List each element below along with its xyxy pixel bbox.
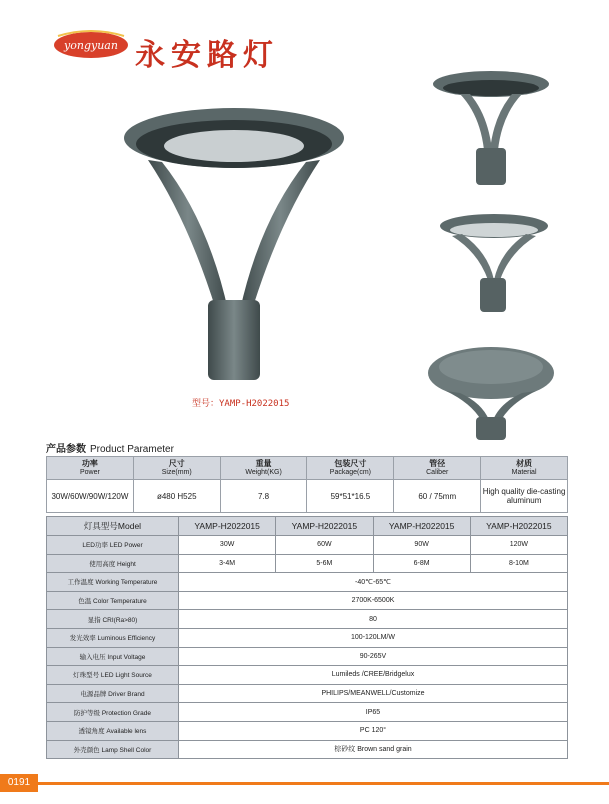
- spec-value: PHILIPS/MEANWELL/Customize: [179, 684, 568, 703]
- product-model-caption: 型号：YAMP-H2022015: [192, 399, 290, 409]
- header-material: 材质 Material: [481, 457, 568, 480]
- brand-title: 永安路灯: [135, 38, 279, 73]
- spec-row-working-temperature: [47, 573, 568, 592]
- spec-label: 输入电压 Input Voltage: [47, 647, 179, 666]
- spec-label: 发光效率 Luminous Efficiency: [47, 628, 179, 647]
- footer-divider: [38, 782, 609, 785]
- spec-row-driver-brand: [47, 684, 568, 703]
- logo-text: yongyuan: [64, 39, 118, 52]
- specification-table: [46, 516, 568, 759]
- section-title-en: Product Parameter: [90, 444, 174, 455]
- spec-row-protection-grade: [47, 703, 568, 722]
- value-size: ø480 H525: [133, 480, 220, 513]
- height-cell: 5-6M: [276, 554, 373, 573]
- page-footer-bar: [0, 774, 609, 792]
- value-caliber: 60 / 75mm: [394, 480, 481, 513]
- product-parameter-table: [46, 456, 568, 513]
- table-header-row: [47, 457, 568, 480]
- header-size: 尺寸 Size(mm): [133, 457, 220, 480]
- header-weight: 重量 Weight(KG): [220, 457, 307, 480]
- model-cell: YAMP-H2022015: [276, 517, 373, 536]
- model-label: 灯具型号Model: [47, 517, 179, 536]
- spec-label: 外壳颜色 Lamp Shell Color: [47, 740, 179, 759]
- value-weight: 7.8: [220, 480, 307, 513]
- height-cell: 8-10M: [470, 554, 567, 573]
- height-cell: 6-8M: [373, 554, 470, 573]
- spec-row-cri: [47, 610, 568, 629]
- section-title: [46, 440, 174, 455]
- spec-row-led-light-source: [47, 666, 568, 685]
- power-cell: 120W: [470, 536, 567, 555]
- spec-label: 电源品牌 Driver Brand: [47, 684, 179, 703]
- spec-row-color-temperature: [47, 591, 568, 610]
- power-cell: 60W: [276, 536, 373, 555]
- lamp-side-view-2: [438, 212, 550, 312]
- power-label: LED功率 LED Power: [47, 536, 179, 555]
- height-label: 使用高度 Height: [47, 554, 179, 573]
- spec-value: 棕砂纹 Brown sand grain: [179, 740, 568, 759]
- spec-row-lamp-shell-color: [47, 740, 568, 759]
- spec-value: 90-265V: [179, 647, 568, 666]
- spec-value: IP65: [179, 703, 568, 722]
- spec-label: 灯珠型号 LED Light Source: [47, 666, 179, 685]
- power-cell: 30W: [179, 536, 276, 555]
- page-number: 0191: [0, 774, 38, 792]
- spec-value: PC 120°: [179, 721, 568, 740]
- model-cell: YAMP-H2022015: [373, 517, 470, 536]
- spec-label: 透镜角度 Available lens: [47, 721, 179, 740]
- spec-value: 100-120LM/W: [179, 628, 568, 647]
- spec-value: -40℃-65℃: [179, 573, 568, 592]
- section-title-cn: 产品参数: [46, 444, 86, 455]
- spec-row-luminous-efficiency: [47, 628, 568, 647]
- lamp-side-view-1: [430, 70, 552, 185]
- spec-label: 防护等级 Protection Grade: [47, 703, 179, 722]
- model-cell: YAMP-H2022015: [179, 517, 276, 536]
- spec-value: 80: [179, 610, 568, 629]
- model-row: [47, 517, 568, 536]
- spec-row-available-lens: [47, 721, 568, 740]
- spec-value: Lumileds /CREE/Bridgelux: [179, 666, 568, 685]
- value-power: 30W/60W/90W/120W: [47, 480, 134, 513]
- height-cell: 3-4M: [179, 554, 276, 573]
- header-power: 功率 Power: [47, 457, 134, 480]
- model-cell: YAMP-H2022015: [470, 517, 567, 536]
- spec-label: 工作温度 Working Temperature: [47, 573, 179, 592]
- header-caliber: 管径 Caliber: [394, 457, 481, 480]
- main-lamp-image: [118, 100, 350, 380]
- lamp-side-view-3: [426, 345, 556, 440]
- height-row: [47, 554, 568, 573]
- header-package: 包装尺寸 Package(cm): [307, 457, 394, 480]
- spec-label: 显指 CRI(Ra>80): [47, 610, 179, 629]
- power-cell: 90W: [373, 536, 470, 555]
- spec-value: 2700K-6500K: [179, 591, 568, 610]
- value-package: 59*51*16.5: [307, 480, 394, 513]
- table-row: [47, 480, 568, 513]
- power-row: [47, 536, 568, 555]
- spec-row-input-voltage: [47, 647, 568, 666]
- brand-logo: [52, 30, 130, 60]
- spec-label: 色温 Color Temperature: [47, 591, 179, 610]
- value-material: High quality die-casting aluminum: [481, 480, 568, 513]
